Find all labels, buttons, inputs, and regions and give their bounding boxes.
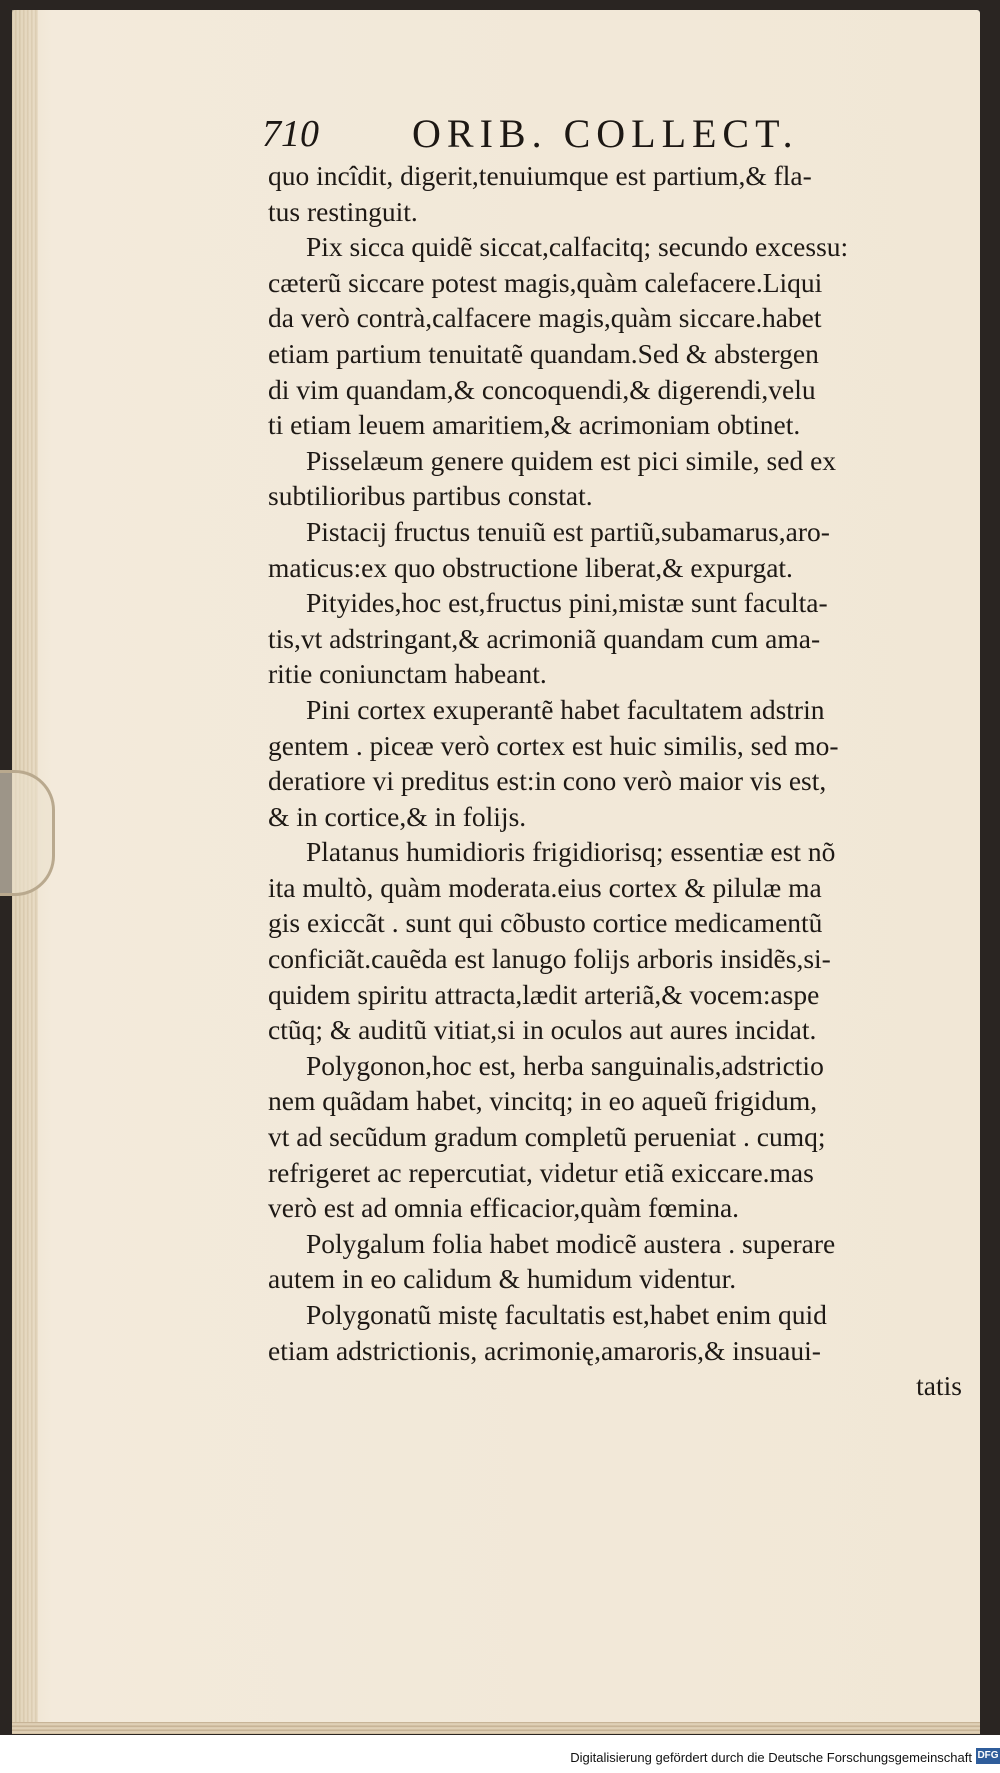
text-line: tis,vt adstringant,& acrimoniã quandam cum ama-	[268, 622, 821, 654]
text-line: autem in eo calidum & humidum videntur.	[268, 1263, 737, 1295]
text-line: maticus:ex quo obstructione liberat,& expurgat.	[268, 551, 793, 583]
text-line: ita multò, quàm moderata.eius cortex & pilulæ ma	[268, 871, 822, 903]
text-line: ti etiam leuem amaritiem,& acrimoniam obtinet.	[268, 409, 801, 441]
text-line: subtilioribus partibus constat.	[268, 480, 593, 512]
running-title: ORIB. COLLECT.	[412, 111, 799, 156]
text-line: vt ad secũdum gradum completũ perueniat . cumq;	[268, 1121, 826, 1153]
text-line: ctũq; & auditũ vitiat,si in oculos aut aures incidat.	[268, 1014, 817, 1046]
text-line: Pisselæum genere quidem est pici simile, sed ex	[306, 444, 837, 476]
text-line: Polygonatũ mistę facultatis est,habet enim quid	[306, 1299, 827, 1330]
text-line: da verò contrà,calfacere magis,quàm siccare.habet	[268, 302, 822, 334]
text-line: di vim quandam,& concoquendi,& digerendi,velu	[268, 373, 816, 405]
text-line: Pityides,hoc est,fructus pini,mistæ sunt faculta-	[306, 587, 828, 619]
text-line: refrigeret ac repercutiat, videtur etiã exiccare.mas	[268, 1156, 814, 1188]
text-line: & in cortice,& in folijs.	[268, 800, 527, 832]
running-head	[262, 110, 852, 162]
text-line: quo incîdit, digerit,tenuiumque est partium,& fla-	[268, 160, 812, 191]
text-line: verò est ad omnia efficacior,quàm fœmina.	[268, 1192, 740, 1224]
text-line: Pini cortex exuperantẽ habet facultatem adstrin	[306, 693, 825, 725]
text-line: gis exiccãt . sunt qui cõbusto cortice medicamentũ	[268, 907, 823, 939]
text-line: Pix sicca quidẽ siccat,calfacitq; secundo excessu:	[306, 231, 849, 263]
text-line: Pistacij fructus tenuiũ est partiũ,subamarus,aro-	[306, 515, 830, 547]
body-text	[268, 158, 968, 1404]
footer-bar	[0, 1740, 1000, 1773]
text-line: etiam adstrictionis, acrimonię,amaroris,& insuaui-	[268, 1334, 821, 1366]
text-line: quidem spiritu attracta,lædit arteriã,& vocem:aspe	[268, 978, 820, 1010]
text-line: tus restinguit.	[268, 195, 418, 227]
page-bottom-edge	[12, 1722, 980, 1734]
text-line: Polygalum folia habet modicẽ austera . superare	[306, 1227, 836, 1259]
text-line: Polygonon,hoc est, herba sanguinalis,adstrictio	[306, 1049, 824, 1081]
text-line: nem quãdam habet, vincitq; in eo aqueũ frigidum,	[268, 1085, 818, 1117]
text-line: Platanus humidioris frigidiorisq; essentiæ est nõ	[306, 836, 836, 868]
dfg-logo: DFG	[976, 1748, 1000, 1764]
funding-credit: Digitalisierung gefördert durch die Deutsche Forschungsgemeinschaft	[570, 1750, 972, 1765]
page-number: 710	[262, 113, 319, 155]
text-line: ritie coniunctam habeant.	[268, 658, 547, 690]
text-line: conficiãt.cauẽda est lanugo folijs arboris insidẽs,si-	[268, 943, 831, 975]
text-line: etiam partium tenuitatẽ quandam.Sed & abstergen	[268, 337, 819, 369]
book-clasp	[0, 770, 55, 896]
catchword: tatis	[916, 1370, 962, 1402]
text-line: gentem . piceæ verò cortex est huic similis, sed mo-	[268, 729, 839, 761]
text-line: cæterũ siccare potest magis,quàm calefacere.Liqui	[268, 266, 823, 298]
text-line: deratiore vi preditus est:in cono verò maior vis est,	[268, 765, 827, 797]
